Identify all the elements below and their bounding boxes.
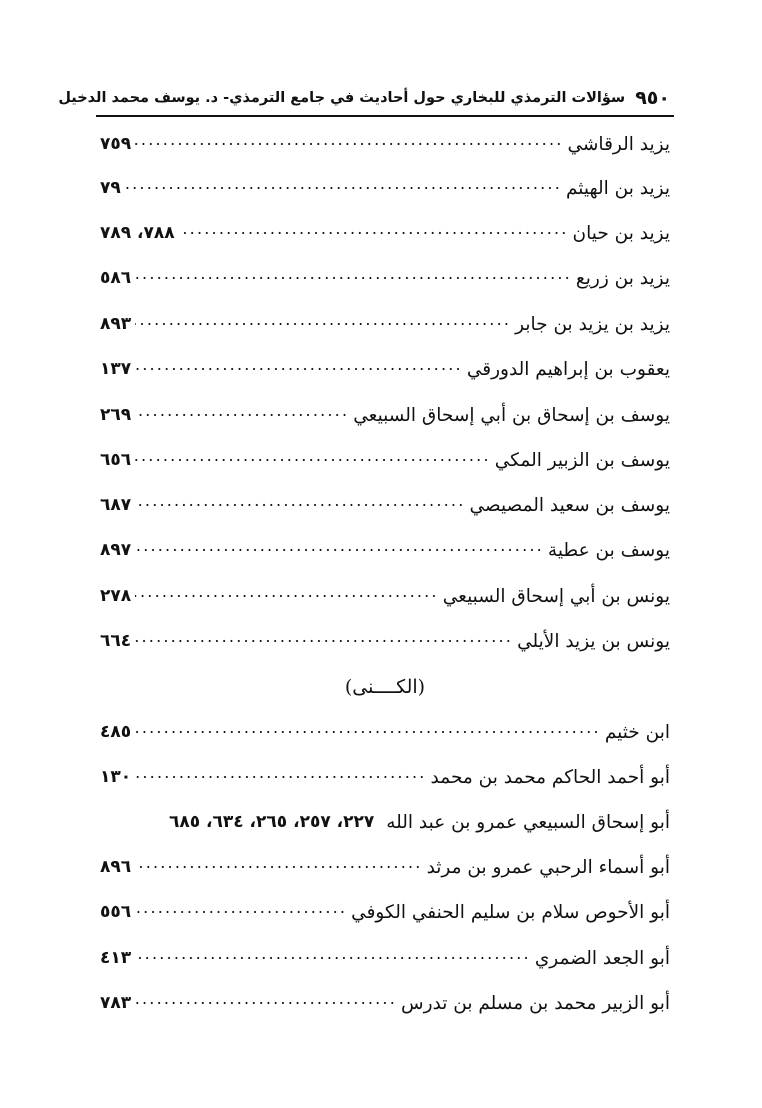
dot-leader	[135, 540, 544, 560]
entry-pages: ١٣٠	[100, 767, 132, 787]
index-entry	[100, 395, 670, 435]
dot-leader	[135, 993, 397, 1013]
entry-pages: ٧٥٩	[100, 134, 132, 154]
index-entry	[100, 258, 670, 298]
index-entry	[100, 213, 670, 253]
dot-leader	[135, 722, 601, 742]
entry-name: يوسف بن سعيد المصيصي	[469, 494, 670, 516]
entry-pages: ٧٨٨، ٧٨٩	[100, 223, 175, 243]
entry-name: يزيد بن زريع	[575, 267, 670, 289]
dot-leader	[135, 902, 347, 922]
entry-pages: ٢٧٨	[100, 586, 132, 606]
kuna-entry	[100, 802, 670, 842]
index-entry	[100, 621, 670, 661]
entry-name: يونس بن يزيد الأيلي	[517, 630, 670, 652]
index-entry	[100, 124, 670, 164]
entry-pages: ١٣٧	[100, 359, 132, 379]
index-entry	[100, 530, 670, 570]
entry-pages: ٨٩٣	[100, 314, 132, 334]
entry-name: يونس بن أبي إسحاق السبيعي	[442, 585, 670, 607]
entry-pages: ٧٩	[100, 178, 121, 198]
entry-name: يوسف بن عطية	[547, 539, 670, 561]
index-entry	[100, 576, 670, 616]
running-title: سؤالات الترمذي للبخاري حول أحاديث في جامع الترمذي- د. يوسف محمد الدخيل	[58, 90, 626, 106]
entry-name: يزيد بن الهيثم	[566, 177, 670, 199]
entry-name: أبو إسحاق السبيعي عمرو بن عبد الله	[386, 811, 670, 833]
index-entry	[100, 485, 670, 525]
kuna-entry	[100, 712, 670, 752]
entry-pages: ٢٢٧، ٢٥٧، ٢٦٥، ٦٣٤، ٦٨٥	[168, 812, 375, 832]
dot-leader	[135, 948, 531, 968]
entry-name: أبو أسماء الرحبي عمرو بن مرثد	[426, 856, 670, 878]
entry-pages: ٦٨٧	[100, 495, 132, 515]
dot-leader	[135, 450, 491, 470]
entry-pages: ٦٦٤	[100, 631, 132, 651]
dot-leader	[135, 314, 511, 334]
kuna-section-title: (الكــــنى)	[344, 676, 426, 698]
entry-name: يعقوب بن إبراهيم الدورقي	[466, 358, 670, 380]
kuna-entry	[100, 847, 670, 887]
entry-name: يوسف بن الزبير المكي	[494, 449, 670, 471]
dot-leader	[135, 631, 513, 651]
entry-pages: ٧٨٣	[100, 993, 132, 1013]
entry-pages: ٢٦٩	[100, 405, 132, 425]
entry-name: يزيد بن يزيد بن جابر	[515, 313, 670, 335]
dot-leader	[135, 359, 463, 379]
entry-pages: ٤٨٥	[100, 722, 132, 742]
header-rule	[96, 115, 674, 117]
entry-name: يزيد بن حيان	[572, 222, 670, 244]
index-entry	[100, 168, 670, 208]
index-entry	[100, 440, 670, 480]
kuna-entry	[100, 983, 670, 1023]
dot-leader	[179, 223, 569, 243]
entry-name: يوسف بن إسحاق بن أبي إسحاق السبيعي	[353, 404, 670, 426]
dot-leader	[135, 857, 422, 877]
dot-leader	[135, 134, 563, 154]
kuna-entry	[100, 892, 670, 932]
dot-leader	[135, 767, 426, 787]
entry-pages: ٦٥٦	[100, 450, 132, 470]
entry-pages: ٥٥٦	[100, 902, 132, 922]
entry-pages: ٤١٣	[100, 948, 132, 968]
page-number: ٩٥٠	[635, 87, 670, 109]
entry-name: أبو أحمد الحاكم محمد بن محمد	[430, 766, 670, 788]
entry-pages: ٥٨٦	[100, 268, 132, 288]
kuna-entry	[100, 938, 670, 978]
index-entry	[100, 349, 670, 389]
dot-leader	[135, 405, 349, 425]
entry-name: أبو الأحوص سلام بن سليم الحنفي الكوفي	[351, 901, 670, 923]
entry-name: أبو الجعد الضمري	[534, 947, 670, 969]
running-header	[58, 86, 670, 110]
entry-name: يزيد الرقاشي	[567, 133, 670, 155]
kuna-entry	[100, 757, 670, 797]
entry-pages: ٨٩٧	[100, 540, 132, 560]
dot-leader	[135, 268, 572, 288]
entry-name: أبو الزبير محمد بن مسلم بن تدرس	[401, 992, 670, 1014]
entry-name: ابن خثيم	[604, 721, 670, 743]
dot-leader	[125, 178, 562, 198]
entry-pages: ٨٩٦	[100, 857, 132, 877]
dot-leader	[135, 495, 465, 515]
index-entry	[100, 304, 670, 344]
dot-leader	[135, 586, 439, 606]
